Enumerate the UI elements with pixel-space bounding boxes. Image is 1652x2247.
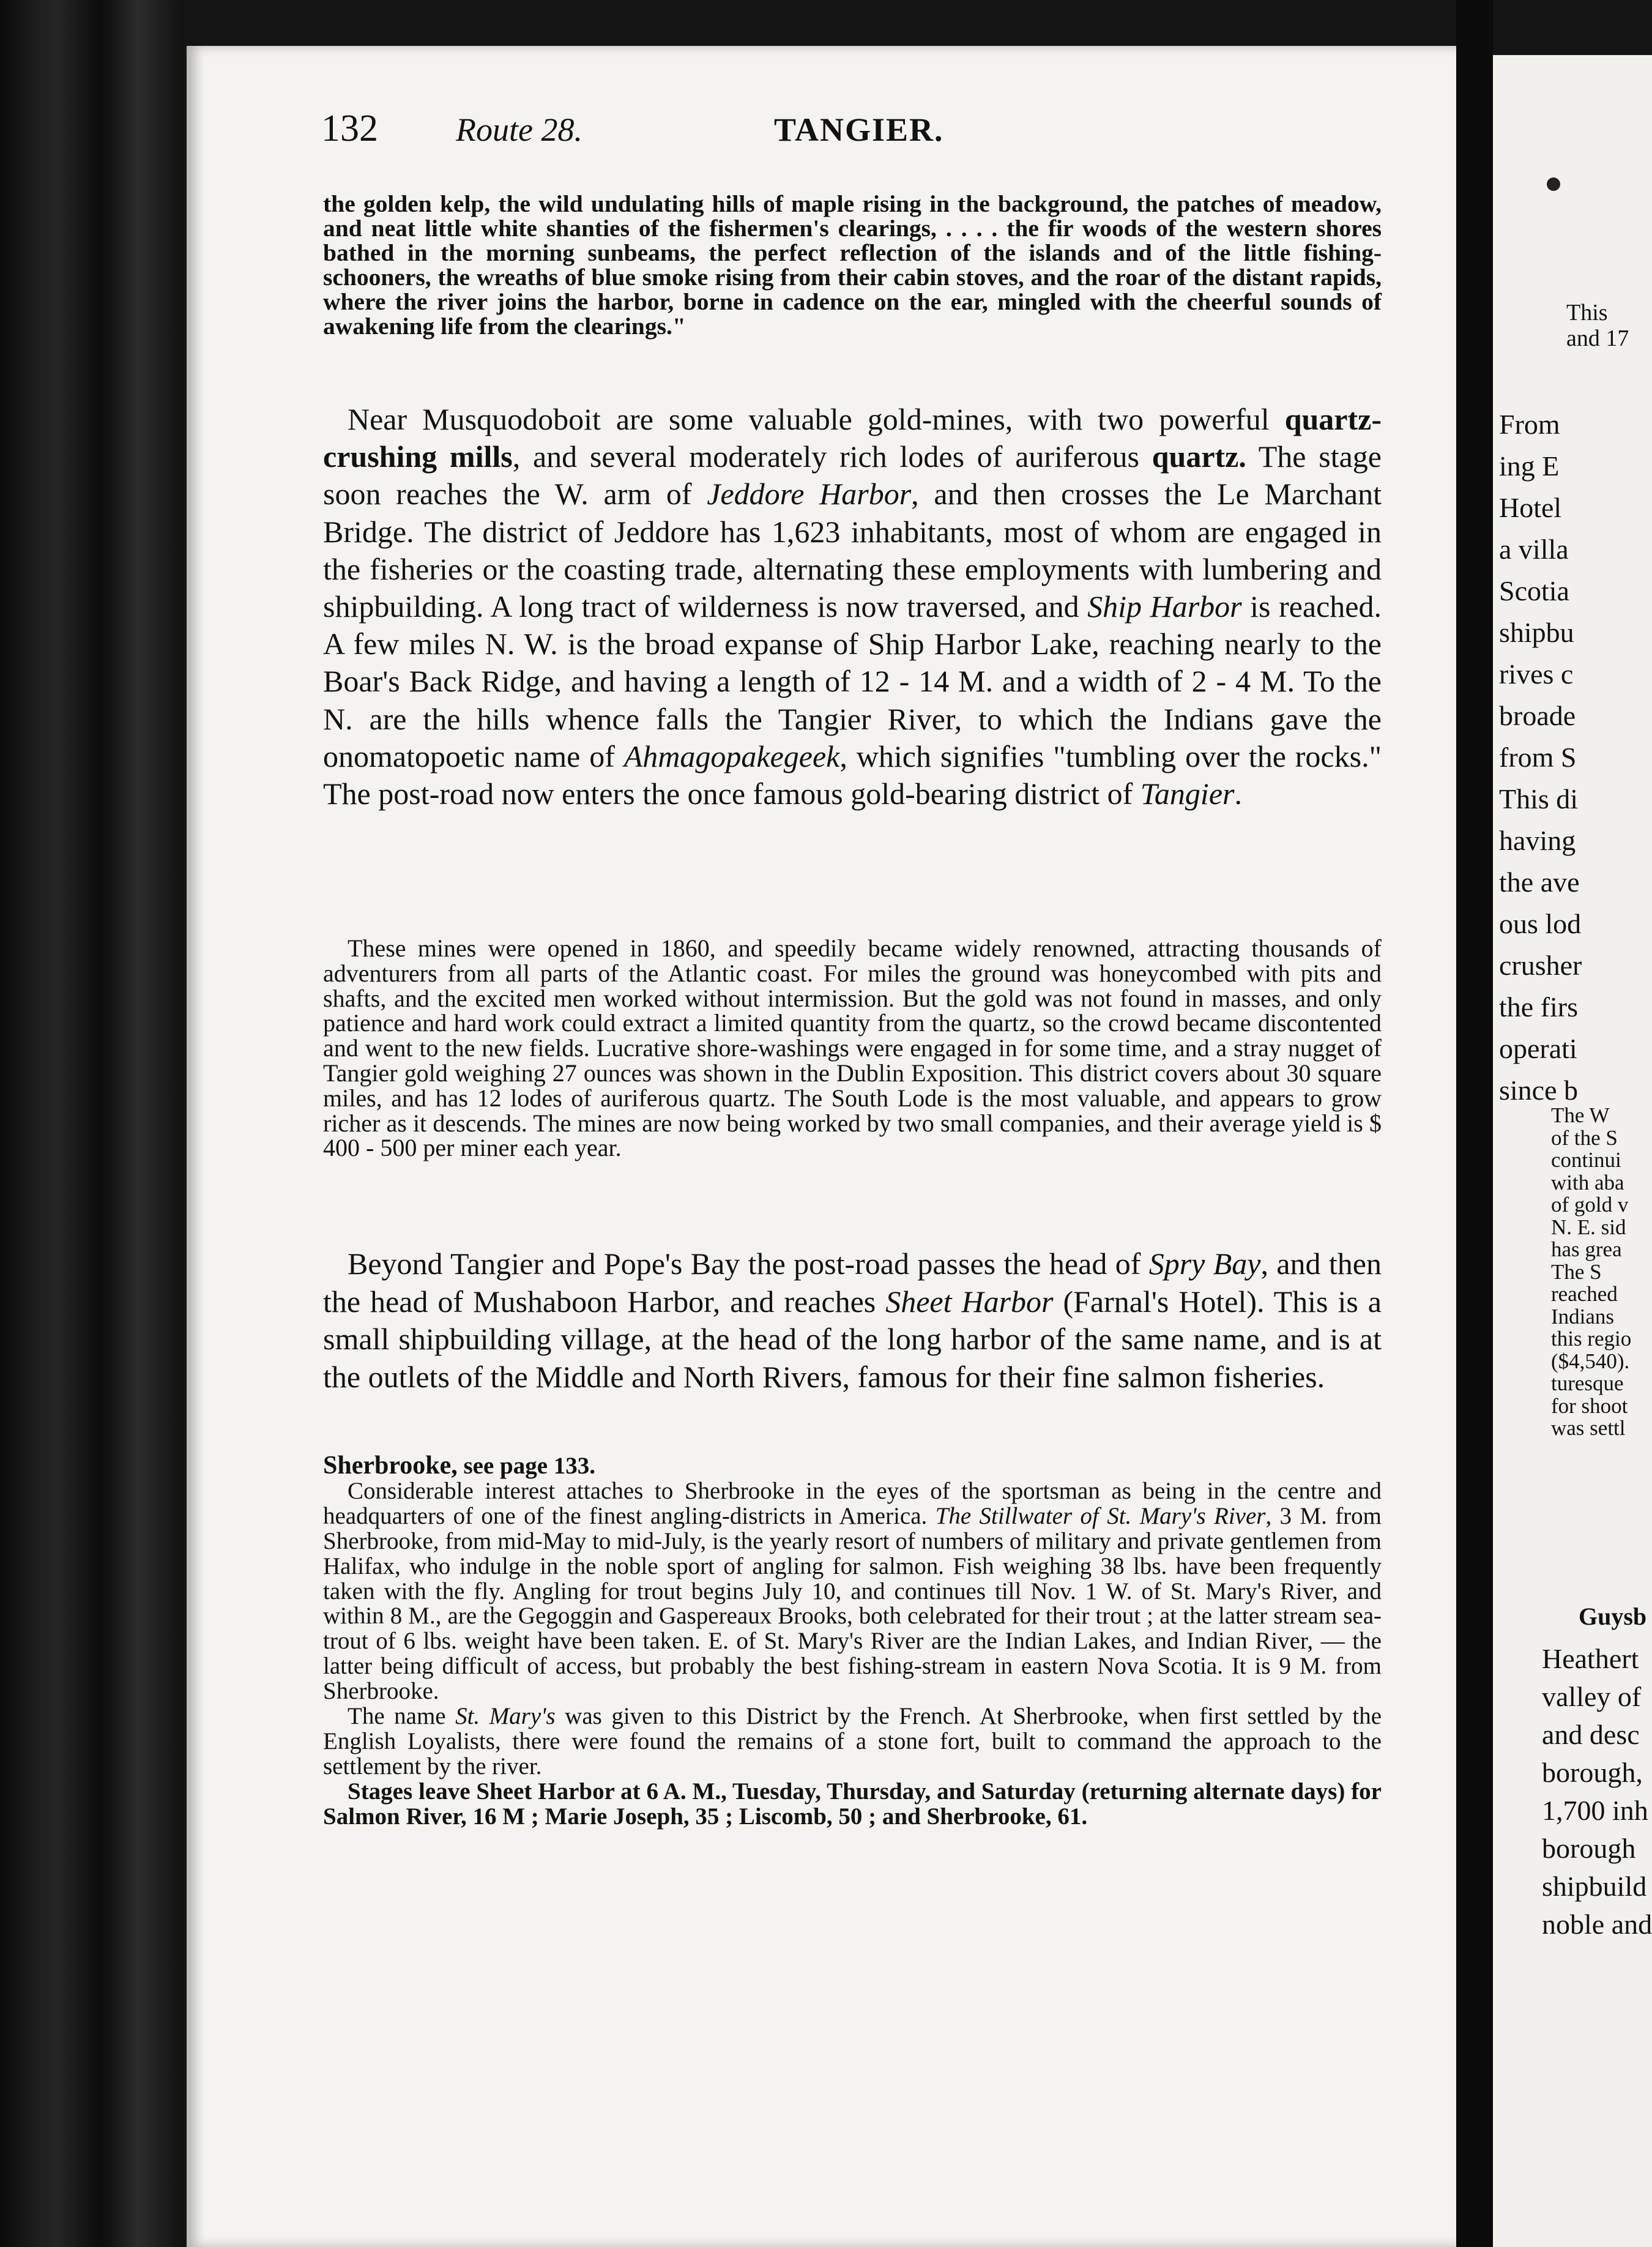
indian-name: Ahmagopakegeek bbox=[623, 739, 840, 773]
st-marys-name-paragraph bbox=[323, 1704, 1382, 1779]
running-title: TANGIER. bbox=[774, 111, 944, 148]
facing-page-bottom-fragment: Heathert valley of and desc borough, 1,700 inh borough shipbuild noble and bbox=[1542, 1643, 1652, 1940]
text-run: Considerable interest attaches to Sherbrooke in the eyes of the sportsman as being in the centre and headquarters of one of the finest angling-districts in America. bbox=[323, 1477, 1382, 1529]
facing-page-top-fragment: This and 17 bbox=[1566, 300, 1629, 351]
paragraph-tangier-mines: These mines were opened in 1860, and speedily became widely renowned, attracting thousands of adventurers from all parts of the Atlantic coast. For miles the ground was honeycombed with pits and shafts, and the excited men worked without intermission. But the gold was not found in masses, and only patience and hard work could extract a limited quantity from the quartz, so the crowd became discontented and went to the new fields. Lucrative shore-washings were engaged in for some time, and a stray nugget of Tangier gold weighing 27 ounces was shown in the Dublin Exposition. This district covers about 30 square miles, and has 12 lodes of auriferous quartz. The South Lode is the most valuable, and appears to grow richer as it descends. The mines are now being worked by two small companies, and their average yield is $ 400 - 500 per miner each year. bbox=[323, 934, 1382, 1162]
bold-term: quartz. bbox=[1152, 439, 1246, 474]
paragraph-musquodoboit bbox=[323, 401, 1382, 813]
text-run: is reached. A few miles N. W. is the broad expanse of Ship Harbor Lake, reaching nearly to the Boar's Back Ridge, and having a length of 12 - 14 M. and a width of 2 - 4 M. To the N. are the hills whence falls the Tangier River, to which the Indians gave the onomatopoetic name of bbox=[323, 589, 1382, 773]
book-binding bbox=[0, 0, 184, 2247]
text-run: The name bbox=[348, 1703, 456, 1730]
text-run: (Farnal's Hotel). This is a small shipbuilding village, at the head of the long harbor of the same name, and is at the outlets of the Middle and North Rivers, famous for their fine salmon fisheries. bbox=[323, 1284, 1382, 1394]
sherbrooke-section bbox=[323, 1453, 1382, 1830]
text-run: . bbox=[1234, 777, 1242, 811]
facing-page-paragraph-fragment: From ing E Hotel a villa Scotia shipbu rives c broade from S This di having the ave ous lod crusher the firs operati since b bbox=[1499, 409, 1582, 1106]
sherbrooke-heading-line bbox=[323, 1453, 1382, 1479]
page-reference: see page 133. bbox=[457, 1453, 596, 1479]
sherbrooke-angling-paragraph bbox=[323, 1479, 1382, 1704]
place-name: The Stillwater of St. Mary's River bbox=[935, 1502, 1266, 1529]
bold-term: quartz-crushing mills bbox=[323, 402, 1382, 474]
place-name: Sheet Harbor bbox=[885, 1284, 1054, 1319]
text-run: , and several moderately rich lodes of auriferous bbox=[512, 439, 1152, 474]
text-run: Near Musquodoboit are some valuable gold-mines, with two powerful bbox=[348, 402, 1285, 436]
page-header bbox=[321, 107, 1404, 156]
place-name: Tangier bbox=[1140, 777, 1235, 811]
route-label: Route 28. bbox=[456, 111, 582, 148]
place-name: Spry Bay bbox=[1148, 1246, 1261, 1281]
ink-blot bbox=[1547, 177, 1560, 191]
stage-schedule-paragraph: Stages leave Sheet Harbor at 6 A. M., Tuesday, Thursday, and Saturday (returning alternate days) for Salmon River, 16 M ; Marie Joseph, 35 ; Liscomb, 50 ; and Sherbrooke, 61. bbox=[323, 1778, 1382, 1830]
text-run: , and then crosses the Le Marchant Bridge. The district of Jeddore has 1,623 inhabitants, most of whom are engaged in the fisheries or the coasting trade, alternating these employments with lumbering and shipbuilding. A long tract of wilderness is now traversed, and bbox=[323, 477, 1382, 624]
facing-page-133 bbox=[1493, 55, 1652, 2247]
text-run: , 3 M. from Sherbrooke, from mid-May to mid-July, is the yearly resort of numbers of military and private gentlemen from Halifax, who indulge in the noble sport of angling for salmon. Fish weighing 38 lbs. have been frequently taken with the fly. Angling for trout begins July 10, and continues till Nov. 1 W. of St. Mary's River, and within 8 M., are the Gegoggin and Gaspereaux Brooks, both celebrated for their trout ; at the latter stream sea-trout of 6 lbs. weight have been taken. E. of St. Mary's River are the Indian Lakes, and Indian River, — the latter being difficult of access, but probably the best fishing-stream in eastern Nova Scotia. It is 9 M. from Sherbrooke. bbox=[323, 1502, 1382, 1705]
page-number: 132 bbox=[321, 108, 378, 149]
place-name: Jeddore Harbor bbox=[707, 477, 912, 512]
facing-page-heading-fragment: Guysb bbox=[1579, 1603, 1647, 1630]
text-run: Beyond Tangier and Pope's Bay the post-road passes the head of bbox=[348, 1246, 1149, 1281]
text-run: The stage soon reaches the W. arm of bbox=[323, 439, 1382, 512]
text-run: was given to this District by the French. At Sherbrooke, when first settled by the English Loyalists, there were found the remains of a stone fort, built to command the approach to the settlement by the river. bbox=[323, 1703, 1382, 1779]
facing-page-small-print-fragment: The W of the S continui with aba of gold v N. E. sid has grea The S reached Indians this regio ($4,540). turesque for shoot was settl bbox=[1551, 1103, 1632, 1440]
text-run: , which signifies "tumbling over the rocks." The post-road now enters the once famous gold-bearing district of bbox=[323, 739, 1382, 811]
page-gutter bbox=[1456, 0, 1493, 2247]
place-name: St. Mary's bbox=[455, 1703, 556, 1730]
sherbrooke-heading: Sherbrooke, bbox=[323, 1451, 458, 1480]
place-name: Ship Harbor bbox=[1087, 589, 1242, 624]
text-run: , and then the head of Mushaboon Harbor, and reaches bbox=[323, 1246, 1382, 1319]
quote-paragraph: the golden kelp, the wild undulating hills of maple rising in the background, the patches of meadow, and neat little white shanties of the fishermen's clearings, . . . . the fir woods of the western shores bathed in the morning sunbeams, the perfect reflection of the islands and of the little fishing-schooners, the wreaths of blue smoke rising from their cabin stoves, and the roar of the distant rapids, where the river joins the harbor, borne in cadence on the ear, mingled with the cheerful sounds of awakening life from the clearings." bbox=[323, 190, 1382, 340]
paragraph-sheet-harbor bbox=[323, 1245, 1382, 1396]
